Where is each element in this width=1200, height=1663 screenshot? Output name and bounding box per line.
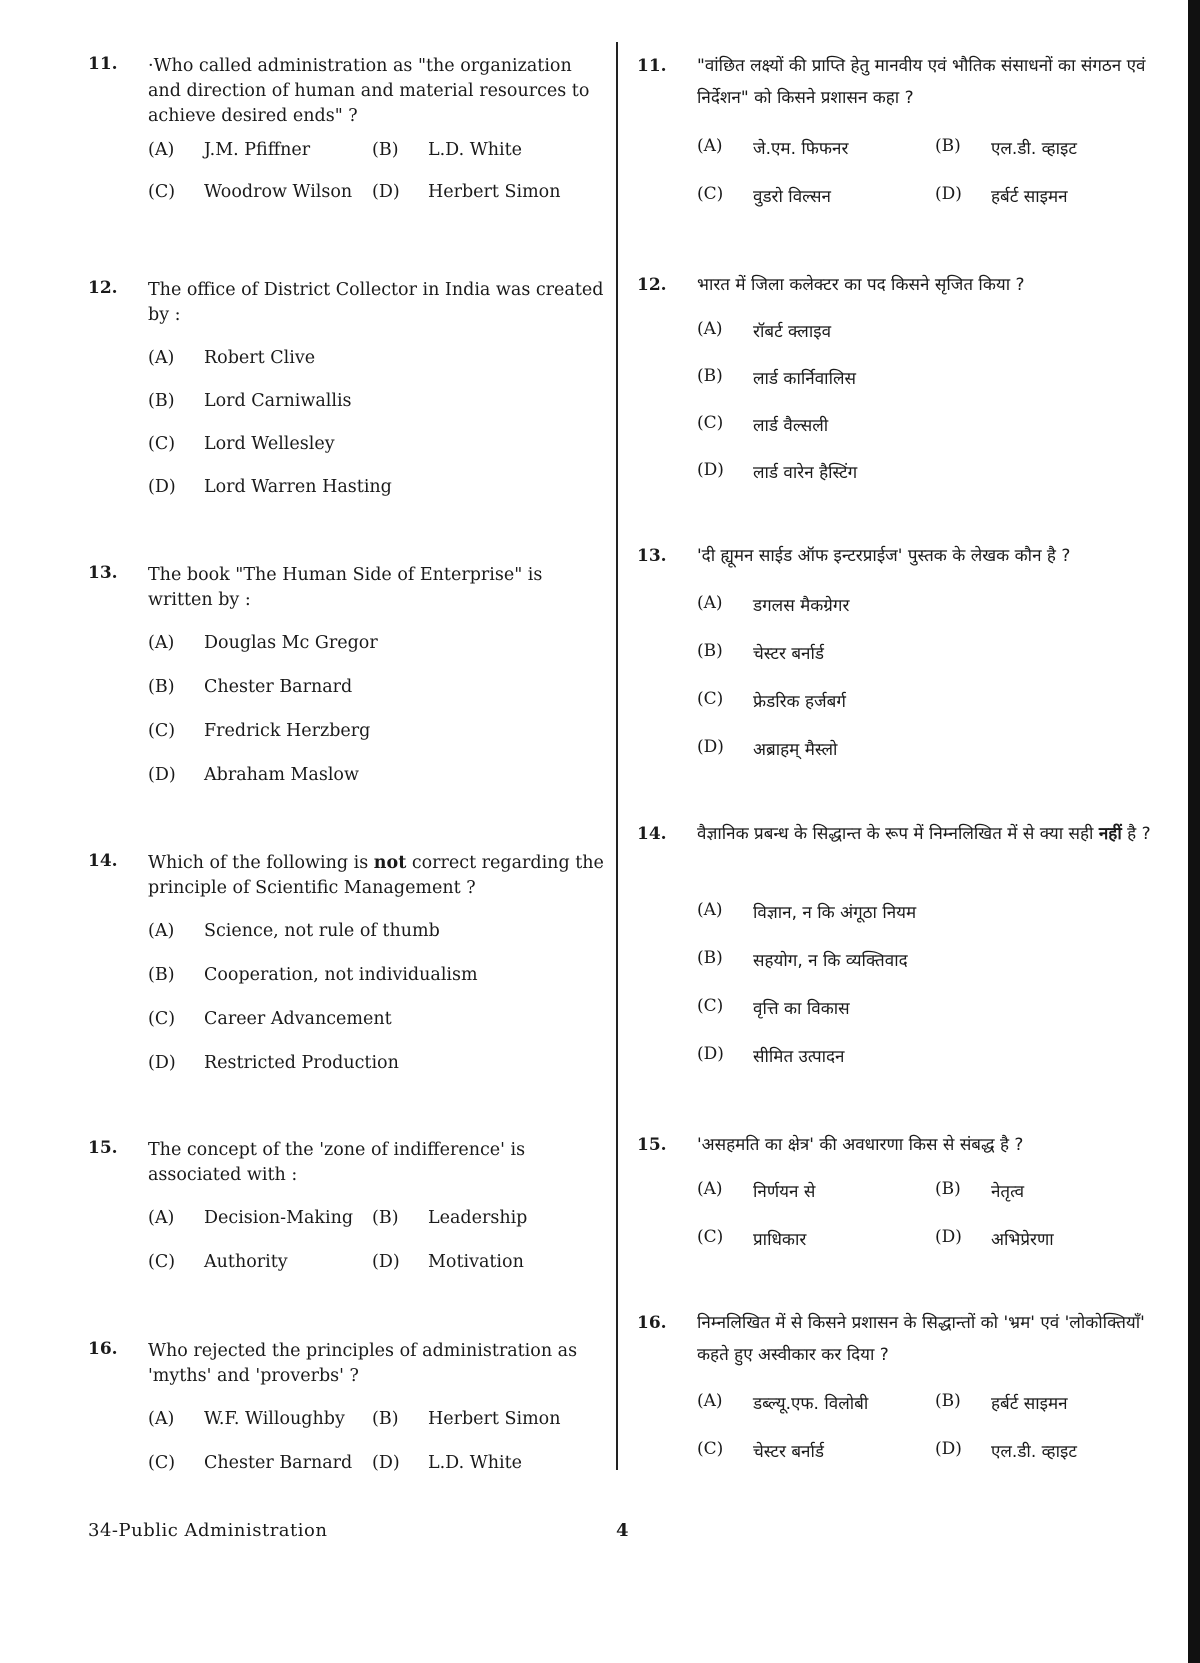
- question-text: निम्नलिखित में से किसने प्रशासन के सिद्धान्तों को 'भ्रम' एवं 'लोकोक्तियाँ' कहते हुए अस्वीकार कर दिया ?: [697, 1313, 1145, 1365]
- question-text: 'असहमति का क्षेत्र' की अवधारणा किस से संबद्ध है ?: [697, 1135, 1024, 1155]
- emphasis-not: not: [373, 853, 407, 873]
- question-number: 14.: [637, 824, 667, 844]
- footer-subject: 34-Public Administration: [88, 1520, 328, 1541]
- question-text: The office of District Collector in India was created by :: [148, 280, 604, 325]
- question-text: भारत में जिला कलेक्टर का पद किसने सृजित किया ?: [697, 275, 1025, 295]
- question-text: ·Who called administration as "the organization and direction of human and material resources to achieve desired ends" ?: [148, 56, 590, 126]
- question-text: Who rejected the principles of administration as 'myths' and 'proverbs' ?: [148, 1341, 578, 1386]
- question-text: Which of the following is not correct regarding the principle of Scientific Management ?: [148, 853, 604, 898]
- question-text: The concept of the 'zone of indifference' is associated with :: [148, 1140, 526, 1185]
- question-number: 12.: [637, 275, 667, 295]
- question-text: वैज्ञानिक प्रबन्ध के सिद्धान्त के रूप में निम्नलिखित में से क्या सही नहीं है ?: [697, 824, 1151, 844]
- question-number: 11.: [637, 56, 667, 76]
- question-number: 15.: [88, 1138, 118, 1158]
- question-number: 12.: [88, 278, 118, 298]
- question-number: 16.: [637, 1313, 667, 1333]
- question-number: 15.: [637, 1135, 667, 1155]
- scan-edge: [1188, 0, 1200, 1663]
- emphasis-not: नहीं: [1098, 824, 1122, 844]
- page-number: 4: [616, 1520, 629, 1541]
- question-text: 'दी ह्यूमन साईड ऑफ इन्टरप्राईज' पुस्तक के लेखक कौन है ?: [697, 546, 1071, 566]
- column-divider: [616, 42, 618, 1470]
- question-number: 11.: [88, 54, 118, 74]
- question-text: The book "The Human Side of Enterprise" is written by :: [148, 565, 543, 610]
- question-number: 13.: [637, 546, 667, 566]
- question-number: 13.: [88, 563, 118, 583]
- question-number: 16.: [88, 1339, 118, 1359]
- question-text: "वांछित लक्ष्यों की प्राप्ति हेतु मानवीय एवं भौतिक संसाधनों का संगठन एवं निर्देशन" को किसने प्रशासन कहा ?: [697, 56, 1146, 108]
- question-number: 14.: [88, 851, 118, 871]
